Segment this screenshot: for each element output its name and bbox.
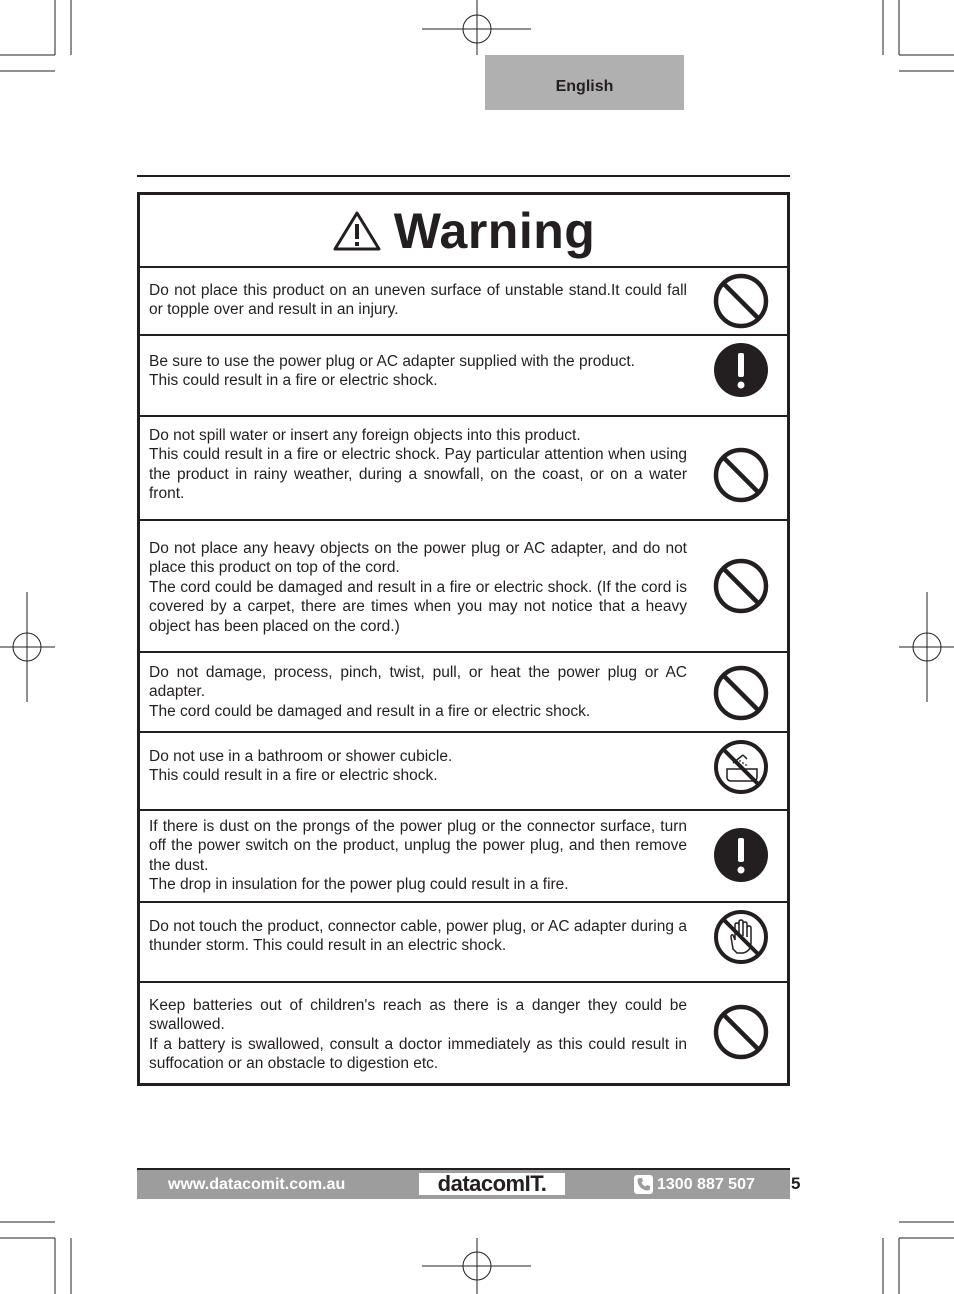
warning-triangle-icon [332,210,382,252]
warning-line: Do not use in a bathroom or shower cubicle. [149,748,453,765]
warning-line: The drop in insulation for the power plug could result in a fire. [149,876,569,894]
warning-row [140,809,787,903]
warning-line: Be sure to use the power plug or AC adapter supplied with the product. [149,353,635,370]
warning-line: This could result in a fire or electric shock. [149,767,438,785]
phone-icon [634,1175,653,1194]
warning-text [149,281,687,320]
warning-text [149,996,687,1074]
warning-text [149,663,687,721]
warning-line: Do not place any heavy objects on the power plug or AC adapter, and do not place this product on top of the cord. [149,540,687,577]
warning-line: This could result in a fire or electric shock. [149,372,438,390]
warning-line: Keep batteries out of children's reach as there is a danger they could be swallowed. [149,997,687,1034]
warning-text [149,817,687,895]
prohibition-icon [713,1004,769,1060]
warning-text [149,539,687,636]
warning-row [140,731,787,811]
warning-line: Do not place this product on an uneven surface of unstable stand.It could fall or topple over and result in an injury. [149,282,687,319]
footer-phone: 1300 887 507 [657,1176,755,1193]
warning-line: Do not touch the product, connector cable, power plug, or AC adapter during a thunder storm. This could result in an electric shock. [149,918,687,955]
warning-line: Do not damage, process, pinch, twist, pull, or heat the power plug or AC adapter. [149,664,687,701]
no-bathroom-icon [713,739,769,795]
warning-text [149,426,687,504]
mandatory-exclamation-icon [713,827,769,883]
no-touch-icon [713,909,769,965]
warning-line: Do not spill water or insert any foreign objects into this product. [149,427,581,444]
warning-line: If a battery is swallowed, consult a doctor immediately as this could result in suffocation or an obstacle to digestion etc. [149,1035,687,1073]
warning-row [140,981,787,1083]
prohibition-icon [713,558,769,614]
warning-row [140,519,787,653]
warning-line: The cord could be damaged and result in a fire or electric shock. (If the cord is covered by a carpet, there are times when you may not notice that a heavy object has been placed on the cord.) [149,578,687,635]
prohibition-icon [713,665,769,721]
warning-text [149,917,687,956]
mandatory-exclamation-icon [713,342,769,398]
page-number: 5 [791,1174,801,1193]
warning-row [140,415,787,521]
warning-row [140,901,787,983]
datacomit-logo: datacomIT. [419,1173,565,1195]
warning-text [149,352,687,391]
footer-url[interactable]: www.datacomit.com.au [168,1176,346,1193]
warning-line: This could result in a fire or electric shock. Pay particular attention when using the product in rainy weather, during a snowfall, on the coast, or on a water front. [149,446,687,503]
warning-line: The cord could be damaged and result in a fire or electric shock. [149,702,591,720]
warning-row [140,334,787,417]
prohibition-icon [713,273,769,329]
language-tab: English [485,55,684,110]
warning-line: If there is dust on the prongs of the power plug or the connector surface, turn off the power switch on the product, unplug the power plug, and then remove the dust. [149,818,687,874]
warning-row [140,266,787,336]
warning-row [140,651,787,733]
prohibition-icon [713,447,769,503]
warning-title-row [140,195,787,266]
top-rule [137,175,790,177]
footer-bar [137,1168,790,1199]
warning-title: Warning [393,202,596,259]
warning-text [149,747,687,786]
warning-table [137,192,790,1086]
